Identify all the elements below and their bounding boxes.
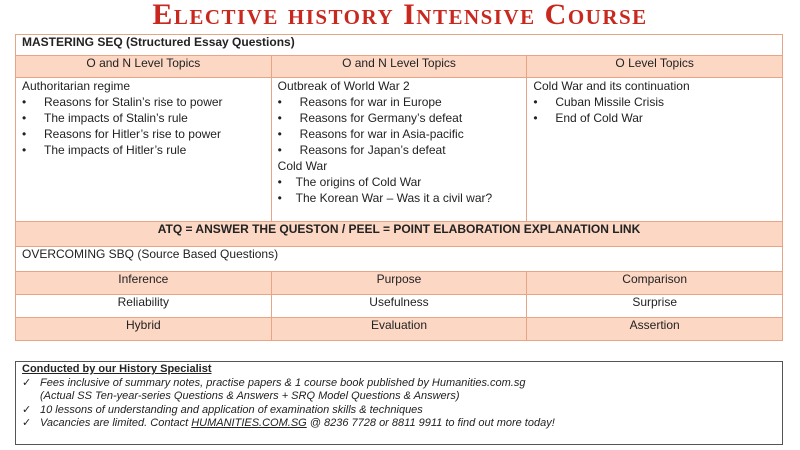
course-outline [15,34,783,341]
skill-cell: Assertion [527,318,783,341]
seq-heading: MASTERING SEQ (Structured Essay Questions) [16,35,783,56]
sbq-heading: OVERCOMING SBQ (Source Based Questions) [16,247,783,272]
footer-line-text: @ 8236 7728 or 8811 9911 to find out more today! [306,417,555,429]
skill-cell: Usefulness [271,295,527,318]
checkmark-icon: ✓ [22,376,32,389]
skill-cell: Hybrid [16,318,272,341]
course-info-box [15,361,783,445]
topic-list [22,94,265,158]
footer-heading: Conducted by our History Specialist [22,363,212,375]
col-header: O and N Level Topics [271,56,527,78]
topic-item: • The origins of Cold War [278,174,521,190]
skill-row [16,318,783,341]
footer-line [22,377,776,391]
topic-item: • Reasons for Japan’s defeat [278,142,521,158]
footer-line-continuation: (Actual SS Ten-year-series Questions & Answers + SRQ Model Questions & Answers) [40,390,460,402]
topic-item: • End of Cold War [533,110,776,126]
skill-cell: Inference [16,272,272,295]
checkmark-icon: ✓ [22,417,32,429]
topic-section-label: Cold War and its continuation [533,79,690,93]
topic-item: • Reasons for war in Europe [278,94,521,110]
course-title: Elective history Intensive Course [152,0,648,31]
skill-cell: Comparison [527,272,783,295]
skill-cell: Reliability [16,295,272,318]
footer-line [22,404,776,418]
footer-line-text: Fees inclusive of summary notes, practise papers & 1 course book published by Humanities.com.sg [40,376,526,389]
topic-item: • The Korean War – Was it a civil war? [278,190,521,206]
skill-row [16,272,783,295]
topic-section-label: Outbreak of World War 2 [277,79,410,93]
topic-item: • Reasons for war in Asia-pacific [278,126,521,142]
topic-list [278,174,521,206]
topic-list [278,94,521,158]
footer-line-text: 10 lessons of understanding and application of examination skills & techniques [40,403,423,416]
col-header: O Level Topics [527,56,783,78]
col-header: O and N Level Topics [16,56,272,78]
checkmark-icon: ✓ [22,403,32,416]
topic-item: • The impacts of Hitler’s rule [22,142,265,158]
topic-item: • The impacts of Stalin’s rule [22,110,265,126]
topic-item: • Reasons for Stalin’s rise to power [22,94,265,110]
skill-row [16,295,783,318]
topic-item: • Cuban Missile Crisis [533,94,776,110]
topic-list [533,94,776,126]
topic-column [16,78,272,222]
topic-section-label: Cold War [277,159,328,173]
skill-cell: Evaluation [271,318,527,341]
skill-cell: Surprise [527,295,783,318]
skill-cell: Purpose [271,272,527,295]
topic-item: • Reasons for Hitler’s rise to power [22,126,265,142]
topic-column [271,78,527,222]
website-link[interactable]: HUMANITIES.COM.SG [191,417,307,429]
atq-banner: ATQ = ANSWER THE QUESTON / PEEL = POINT ELABORATION EXPLANATION LINK [16,222,783,247]
footer-line [22,417,776,431]
topic-column [527,78,783,222]
topic-item: • Reasons for Germany’s defeat [278,110,521,126]
footer-line-text: Vacancies are limited. Contact [40,417,192,429]
topic-section-label: Authoritarian regime [22,79,131,93]
course-table [15,34,783,341]
